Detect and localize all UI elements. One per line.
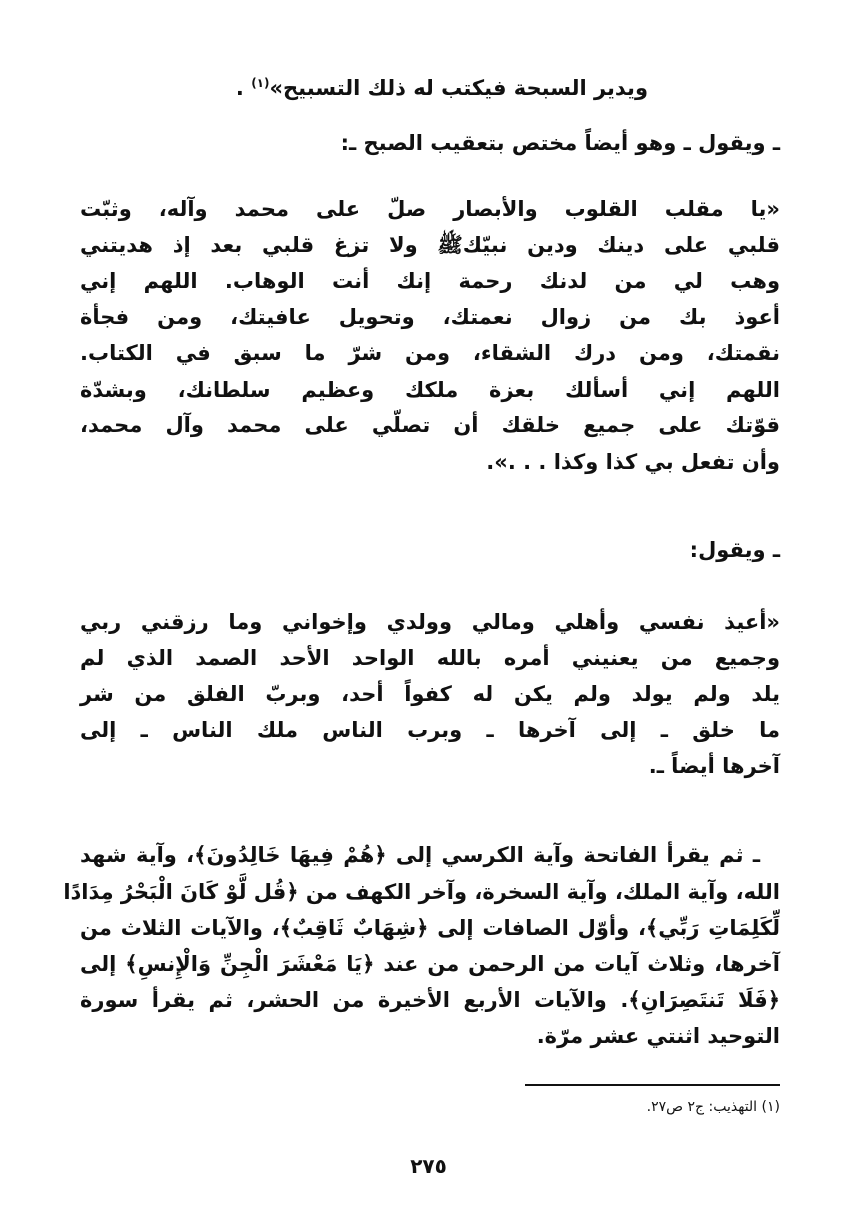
text-line: يلد ولم يولد ولم يكن له كفواً أحد، وبربّ الفلق من شر (80, 682, 780, 706)
text-line: وهب لي من لدنك رحمة إنك أنت الوهاب. اللهم إني (80, 269, 780, 293)
footnote: (١) التهذيب: ج٢ ص٢٧. (646, 1099, 780, 1115)
text-line: نقمتك، ومن درك الشقاء، ومن شرّ ما سبق في الكتاب. (80, 341, 780, 365)
text-line: وجميع من يعنيني أمره بالله الواحد الأحد الصمد الذي لم (80, 646, 780, 670)
text-line: وأن تفعل بي كذا وكذا . . .». (486, 450, 780, 474)
text-line: الله، وآية الملك، وآية السخرة، وآخر الكهف من ﴿قُل لَّوْ كَانَ الْبَحْرُ مِدَادًا (63, 880, 780, 904)
text-line: ﴿فَلَا تَنتَصِرَانِ﴾. والآيات الأربع الأخيرة من الحشر، ثم يقرأ سورة (80, 988, 780, 1012)
heading-1: ـ ويقول ـ وهو أيضاً مختص بتعقيب الصبح ـ: (340, 131, 780, 155)
page-number: ٢٧٥ (410, 1154, 447, 1178)
footnote-separator (525, 1084, 780, 1086)
text-line: آخرها، وثلاث آيات من الرحمن من عند ﴿يَا مَعْشَرَ الْجِنِّ وَالْإِنسِ﴾ إلى (80, 952, 780, 976)
text-line: التوحيد اثنتي عشر مرّة. (536, 1024, 780, 1048)
text-line: «يا مقلب القلوب والأبصار صلّ على محمد وآله، وثبّت (80, 197, 780, 221)
footnote-ref[interactable]: (١) (251, 76, 270, 90)
text-line: «أعيذ نفسي وأهلي ومالي وولدي وإخواني وما رزقني ربي (80, 610, 780, 634)
text-line: اللهم إني أسألك بعزة ملكك وعظيم سلطانك، وبشدّة (80, 378, 780, 402)
text-line: ما خلق ـ إلى آخرها ـ وبرب الناس ملك الناس ـ إلى (80, 718, 780, 742)
opening-text: ويدير السبحة فيكتب له ذلك التسبيح» (269, 76, 648, 100)
text-line: ـ ثم يقرأ الفاتحة وآية الكرسي إلى ﴿هُمْ فِيهَا خَالِدُونَ﴾، وآية شهد (80, 843, 760, 867)
opening-line (236, 68, 648, 103)
heading-2: ـ ويقول: (689, 538, 780, 562)
text-line: قوّتك على جميع خلقك أن تصلّي على محمد وآل محمد، (80, 413, 780, 437)
text-line: لِّكَلِمَاتِ رَبِّي﴾، وأوّل الصافات إلى ﴿شِهَابٌ ثَاقِبٌ﴾، والآيات الثلاث من (80, 916, 780, 940)
text-line: قلبي على دينك ودين نبيّكﷺ ولا تزغ قلبي بعد إذ هديتني (80, 233, 780, 257)
text-line: أعوذ بك من زوال نعمتك، وتحويل عافيتك، ومن فجأة (80, 305, 780, 329)
text-line: آخرها أيضاً ـ. (648, 754, 780, 778)
opening-end: . (235, 76, 244, 100)
